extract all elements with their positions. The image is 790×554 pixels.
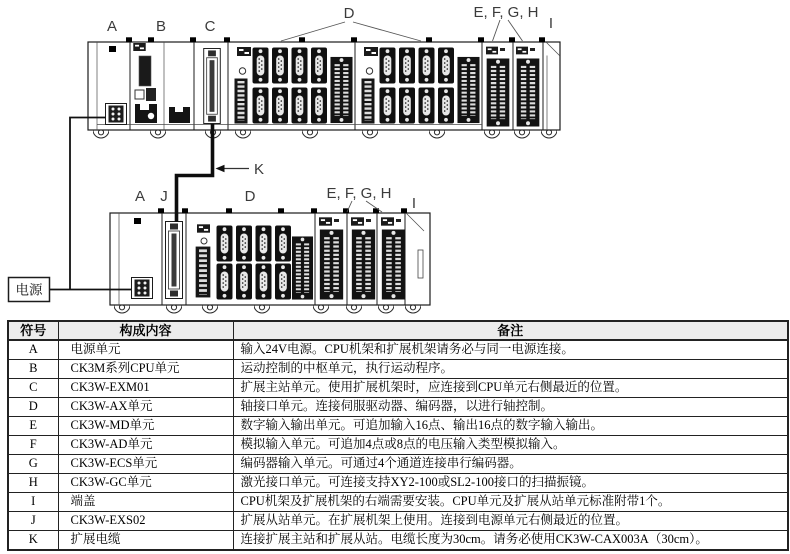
table-row (8, 493, 788, 512)
col-header-symbol: 符号 (8, 321, 58, 340)
screw (201, 238, 207, 244)
remarks-cell: 输入24V电源。CPU机架和扩展机架请务必与同一电源连接。 (233, 340, 788, 360)
content-cell: CK3W-AX单元 (58, 398, 233, 417)
power-wire-top (70, 118, 106, 290)
screw (239, 68, 245, 74)
rack-feet (114, 305, 421, 313)
content-cell: CK3W-EXS02 (58, 512, 233, 531)
screw (366, 68, 372, 74)
expansion-slave-unit (166, 222, 183, 299)
label-bottom-d: D (244, 188, 256, 205)
rack-feet (93, 130, 557, 138)
remarks-cell: 激光接口单元。可连接支持XY2-100或SL2-100接口的扫描振镜。 (233, 474, 788, 493)
table-row (8, 455, 788, 474)
table-row (8, 436, 788, 455)
content-cell: 电源单元 (58, 340, 233, 360)
table-row (8, 379, 788, 398)
io-unit (351, 217, 375, 299)
symbol-cell: H (8, 474, 58, 493)
table-row (8, 398, 788, 417)
label-top-a: A (106, 18, 118, 35)
symbol-cell: D (8, 398, 58, 417)
io-unit (516, 47, 539, 127)
table-header-row (8, 321, 788, 340)
table-row (8, 417, 788, 436)
expansion-connector (204, 48, 221, 123)
label-bottom-efgh: E, F, G, H (326, 185, 392, 202)
label-top-c: C (204, 18, 216, 35)
label-top-b: B (155, 18, 167, 35)
table-row (8, 360, 788, 379)
remarks-cell: CPU机架及扩展机架的右端需要安装。CPU单元及扩展从站单元标准附带1个。 (233, 493, 788, 512)
remarks-cell: 轴接口单元。连接伺服驱动器、编码器，以进行轴控制。 (233, 398, 788, 417)
label-top-d: D (343, 5, 355, 22)
cpu-rack-labels (107, 4, 553, 41)
power-connector (106, 104, 127, 125)
content-cell: CK3W-MD单元 (58, 417, 233, 436)
remarks-cell: 模拟输入单元。可追加4点或8点的电压输入类型模拟输入。 (233, 436, 788, 455)
symbol-cell: F (8, 436, 58, 455)
content-cell: 扩展电缆 (58, 531, 233, 551)
cpu-rack (88, 37, 560, 138)
label-bottom-i: I (411, 195, 417, 212)
expansion-cable (177, 124, 213, 222)
symbol-cell: J (8, 512, 58, 531)
remarks-cell: 编码器输入单元。可通过4个通道连接串行编码器。 (233, 455, 788, 474)
power-connector (132, 278, 153, 299)
content-cell: CK3W-GC单元 (58, 474, 233, 493)
content-cell: CK3W-AD单元 (58, 436, 233, 455)
expansion-connector (166, 222, 183, 299)
remarks-cell: 运动控制的中枢单元，执行运动程序。 (233, 360, 788, 379)
expansion-rack (110, 208, 430, 313)
remarks-cell: 连接扩展主站和扩展从站。电缆长度为30cm。请务必使用CK3W-CAX003A（30cm）。 (233, 531, 788, 551)
io-unit (319, 217, 343, 299)
label-top-efgh: E, F, G, H (473, 4, 539, 21)
col-header-remarks: 备注 (233, 321, 788, 340)
label-bottom-a: A (134, 188, 146, 205)
arrowhead (216, 165, 225, 172)
spec-table (7, 320, 789, 551)
symbol-cell: I (8, 493, 58, 512)
symbol-cell: C (8, 379, 58, 398)
table-row (8, 340, 788, 360)
col-header-content: 构成内容 (58, 321, 233, 340)
cable-callout (216, 161, 265, 178)
content-cell: CK3W-ECS单元 (58, 455, 233, 474)
remarks-cell: 数字输入输出单元。可追加输入16点、输出16点的数字输入输出。 (233, 417, 788, 436)
expansion-master-unit (204, 48, 221, 123)
symbol-cell: E (8, 417, 58, 436)
symbol-cell: B (8, 360, 58, 379)
remarks-cell: 扩展主站单元。使用扩展机架时，应连接到CPU单元右侧最近的位置。 (233, 379, 788, 398)
label-bottom-j: J (160, 188, 168, 205)
table-row (8, 474, 788, 493)
io-unit (486, 47, 509, 127)
content-cell: 端盖 (58, 493, 233, 512)
table-row (8, 512, 788, 531)
table-row (8, 531, 788, 551)
symbol-cell: G (8, 455, 58, 474)
power-source-label: 电源 (15, 282, 43, 298)
label-cable-k: K (254, 161, 265, 178)
symbol-cell: A (8, 340, 58, 360)
content-cell: CK3W-EXM01 (58, 379, 233, 398)
symbol-cell: K (8, 531, 58, 551)
io-unit (381, 217, 405, 299)
remarks-cell: 扩展从站单元。在扩展机架上使用。连接到电源单元右侧最近的位置。 (233, 512, 788, 531)
label-top-i: I (548, 15, 554, 32)
content-cell: CK3M系列CPU单元 (58, 360, 233, 379)
